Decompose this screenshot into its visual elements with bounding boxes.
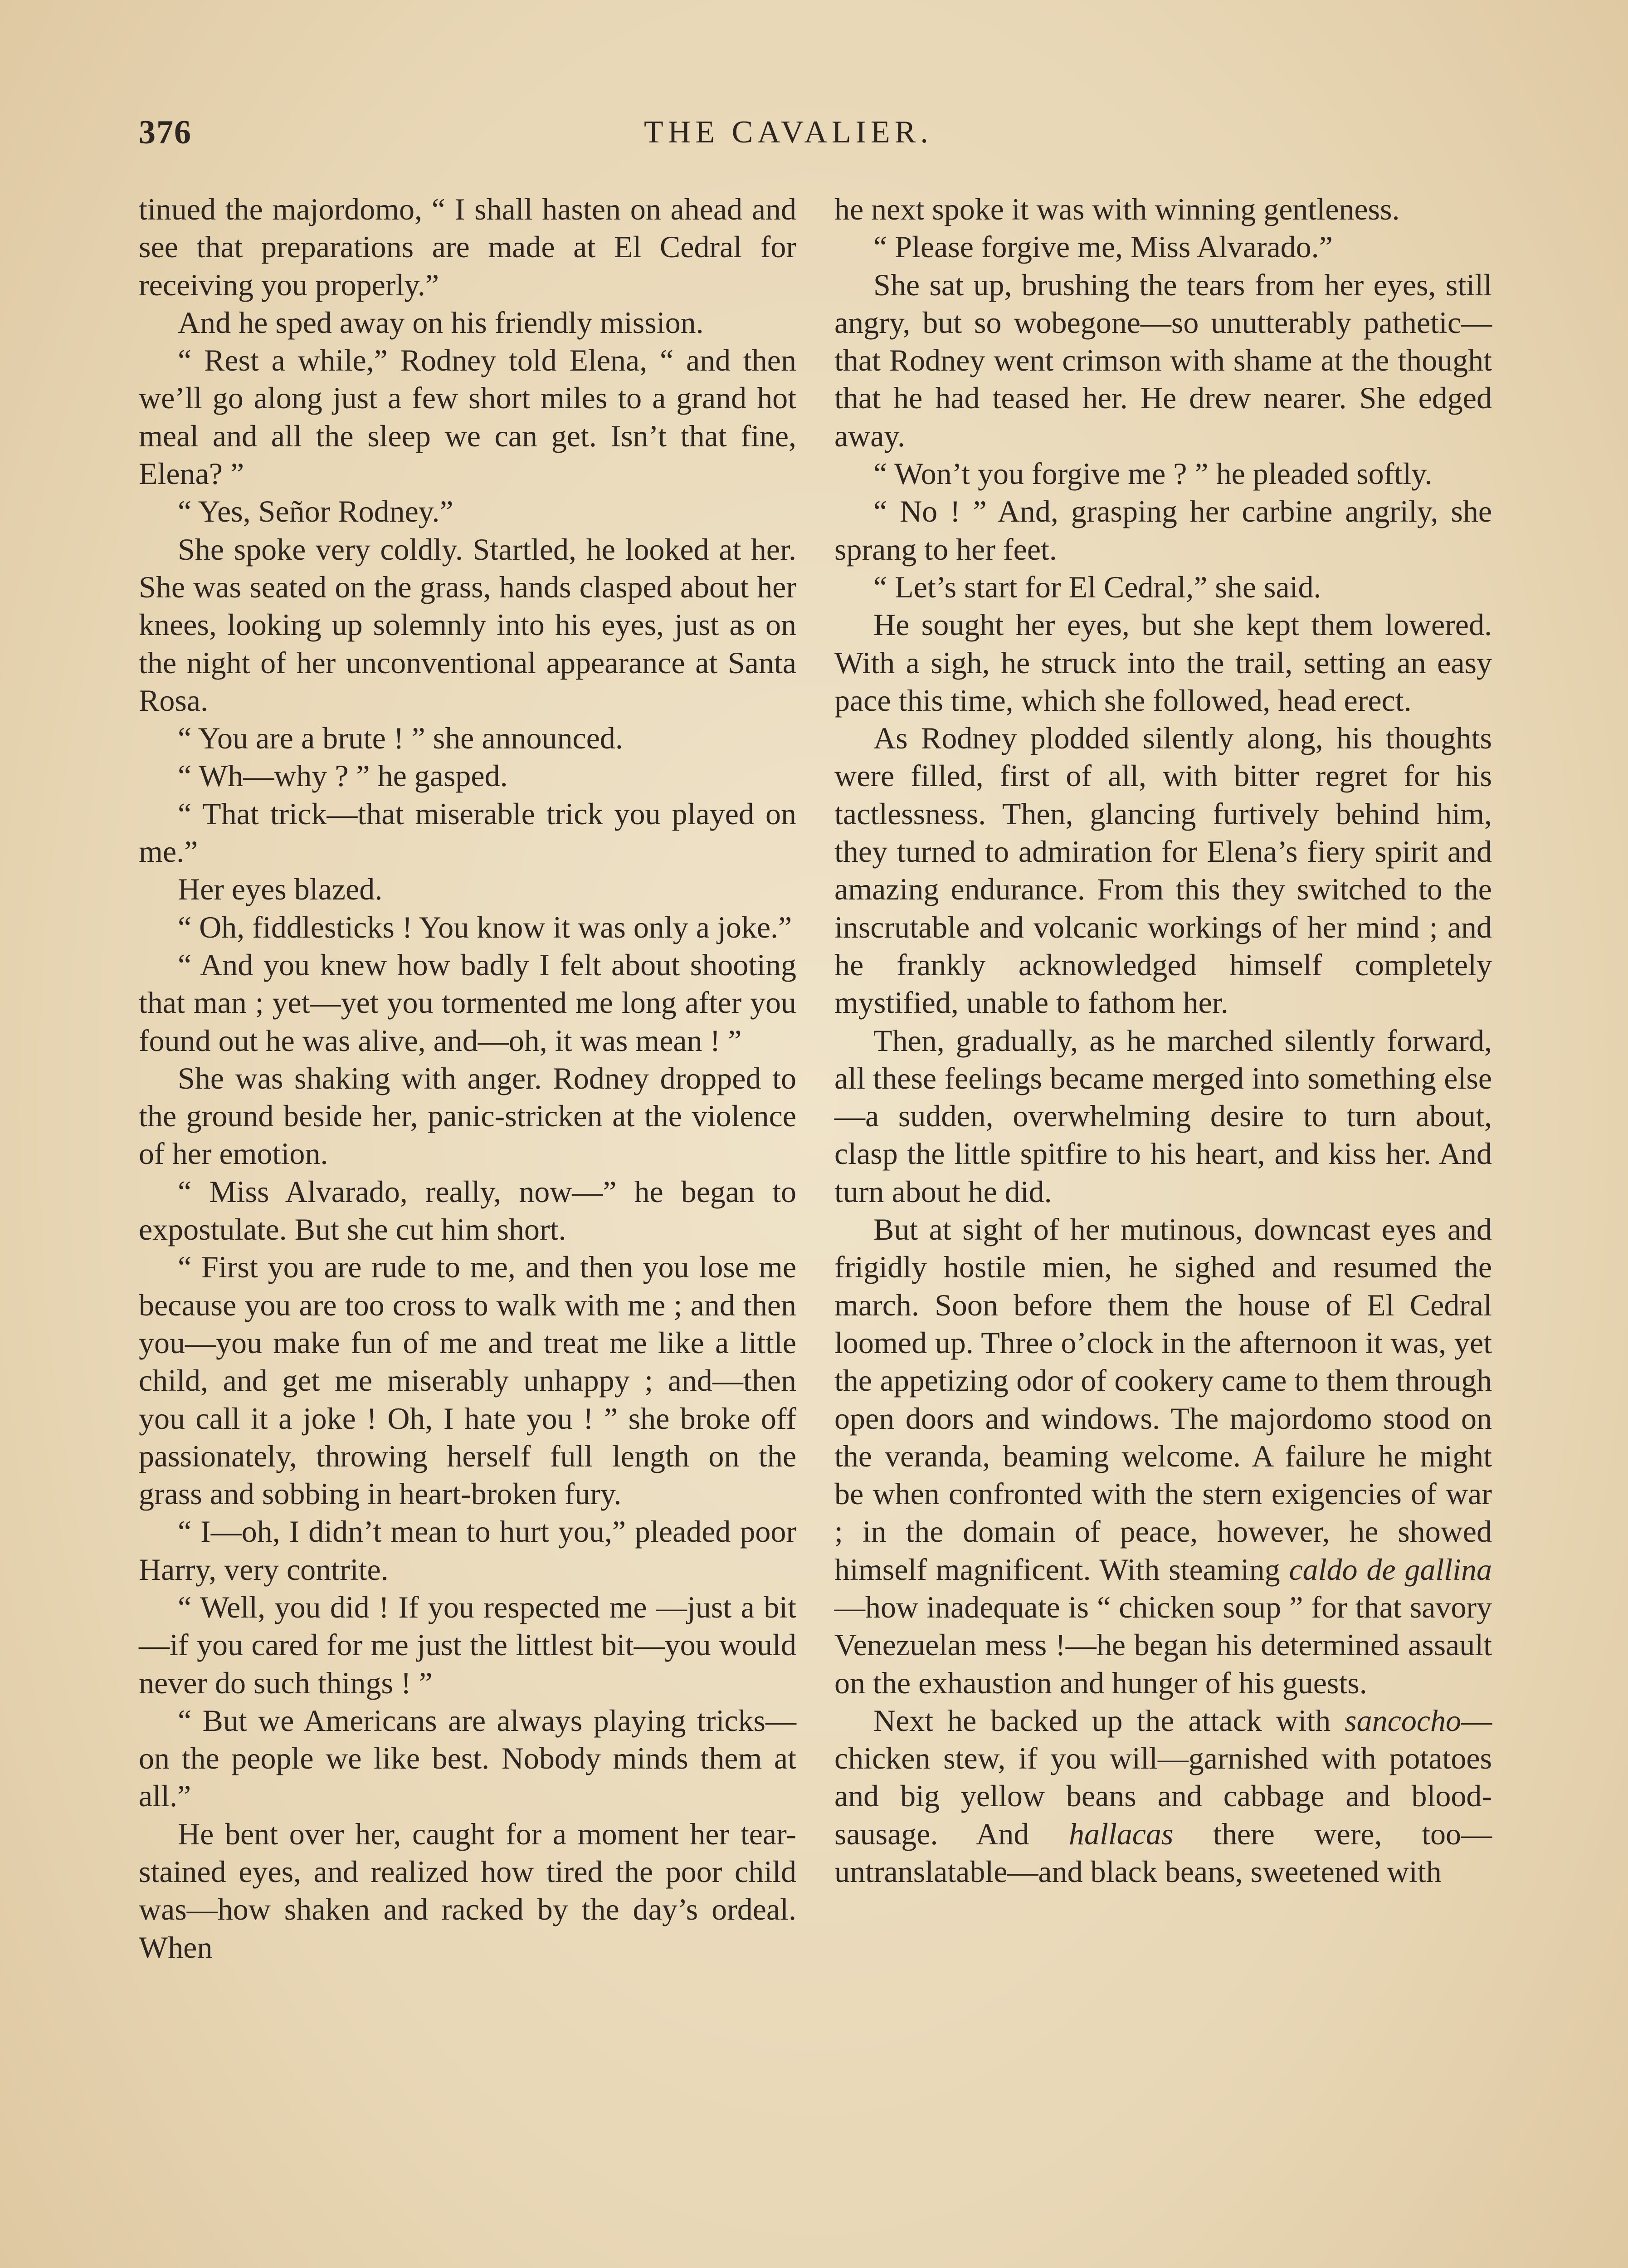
paragraph: “ But we Americans are always playing tricks—on the people we like best. Nobody minds them at all.” [139, 1703, 796, 1813]
paragraph: “ Let’s start for El Cedral,” she said. [873, 569, 1321, 604]
paragraph: She sat up, brushing the tears from her eyes, still angry, but so wobegone—so unutterably pathetic—that Rodney went crimson with shame at the thought that he had teased her. He drew nearer. She edged away. [834, 267, 1492, 453]
paragraph-text: there were, too—untranslatable—and black beans, sweetened with [834, 1816, 1492, 1889]
paragraph: “ Miss Alvarado, really, now—” he began to expostulate. But she cut him short. [139, 1174, 796, 1247]
paragraph: “ And you knew how badly I felt about shooting that man ; yet—yet you tormented me long after you found out he was alive, and—oh, it was mean ! ” [139, 947, 796, 1058]
paragraph: He bent over her, caught for a moment her tear-stained eyes, and realized how tired the poor child was—how shaken and racked by the day’s ordeal. When [139, 1816, 796, 1965]
paragraph: She spoke very coldly. Startled, he looked at her. She was seated on the grass, hands clasped about her knees, looking up solemnly into his eyes, just as on the night of her unconventional appearance at Santa Rosa. [139, 532, 796, 718]
left-column [139, 191, 796, 1966]
paragraph: “ No ! ” And, grasping her carbine angrily, she sprang to her feet. [834, 494, 1492, 567]
paragraph: And he sped away on his friendly mission. [178, 305, 704, 340]
paragraph: “ I—oh, I didn’t mean to hurt you,” pleaded poor Harry, very contrite. [139, 1514, 796, 1587]
paragraph: “ Oh, fiddlesticks ! You know it was only a joke.” [178, 909, 792, 944]
paragraph: “ First you are rude to me, and then you lose me because you are too cross to walk with me ; and then you—you make fun of me and treat me like a little child, and get me miserably unhappy ; and—then you call it a joke ! Oh, I hate you ! ” she broke off passionately, throwing herself full length on the grass and sobbing in heart-broken fury. [139, 1250, 796, 1511]
paragraph [834, 1702, 1492, 1891]
paragraph [834, 1211, 1492, 1702]
paragraph: he next spoke it was with winning gentleness. [834, 192, 1400, 226]
paragraph: “ Well, you did ! If you respected me —just a bit—if you cared for me just the littlest bit—you would never do such things ! ” [139, 1589, 796, 1700]
paragraph: He sought her eyes, but she kept them lowered. With a sigh, he struck into the trail, setting an easy pace this time, which she followed, head erect. [834, 607, 1492, 718]
paragraph: “ Wh—why ? ” he gasped. [178, 758, 508, 793]
paragraph-text: —chicken stew, if you will—garnished with potatoes and big yellow beans and cabbage and blood-sausage. And [834, 1703, 1492, 1851]
paragraph: Then, gradually, as he marched silently forward, all these feelings became merged into something else—a sudden, overwhelming desire to turn about, clasp the little spitfire to his heart, and kiss her. And turn about he did. [834, 1023, 1492, 1209]
paragraph: She was shaking with anger. Rodney dropped to the ground beside her, panic-stricken at the violence of her emotion. [139, 1061, 796, 1171]
paragraph: “ Rest a while,” Rodney told Elena, “ and then we’ll go along just a few short miles to a grand hot meal and all the sleep we can get. Isn’t that fine, Elena? ” [139, 343, 796, 491]
paragraph: “ That trick—that miserable trick you played on me.” [139, 796, 796, 869]
paragraph-text: But at sight of her mutinous, downcast eyes and frigidly hostile mien, he sighed and resumed the march. Soon before them the house of El Cedral loomed up. Three o’clock in the afternoon it was, yet the appetizing odor of cookery came to them through open doors and windows. The majordomo stood on the veranda, beaming welcome. A failure he might be when confronted with the stern exigencies of war ; in the domain of peace, however, he showed himself magnificent. With steaming [834, 1212, 1492, 1587]
right-column [834, 191, 1492, 1891]
italic-term: hallacas [1068, 1816, 1174, 1851]
running-head: THE CAVALIER. [644, 115, 933, 150]
italic-term: caldo de gallina [1289, 1552, 1492, 1587]
paragraph-text: —how inadequate is “ chicken soup ” for that savory Venezuelan mess !—he began his determined assault on the exhaustion and hunger of his guests. [834, 1589, 1492, 1700]
page-number: 376 [139, 114, 192, 151]
paragraph: tinued the majordomo, “ I shall hasten on ahead and see that preparations are made at El Cedral for receiving you properly.” [139, 192, 796, 302]
paragraph-text: Next he backed up the attack with [873, 1703, 1331, 1738]
paragraph: “ You are a brute ! ” she announced. [178, 721, 623, 756]
paragraph: “ Yes, Señor Rodney.” [178, 494, 453, 529]
paragraph: Her eyes blazed. [178, 872, 383, 907]
italic-term: sancocho [1345, 1703, 1461, 1738]
paragraph: “ Please forgive me, Miss Alvarado.” [873, 230, 1333, 264]
paragraph: As Rodney plodded silently along, his thoughts were filled, first of all, with bitter regret for his tactlessness. Then, glancing furtively behind him, they turned to admiration for Elena’s fiery spirit and amazing endurance. From this they switched to the inscrutable and volcanic workings of her mind ; and he frankly acknowledged himself completely mystified, unable to fathom her. [834, 721, 1492, 1020]
paragraph: “ Won’t you forgive me ? ” he pleaded softly. [873, 456, 1433, 491]
